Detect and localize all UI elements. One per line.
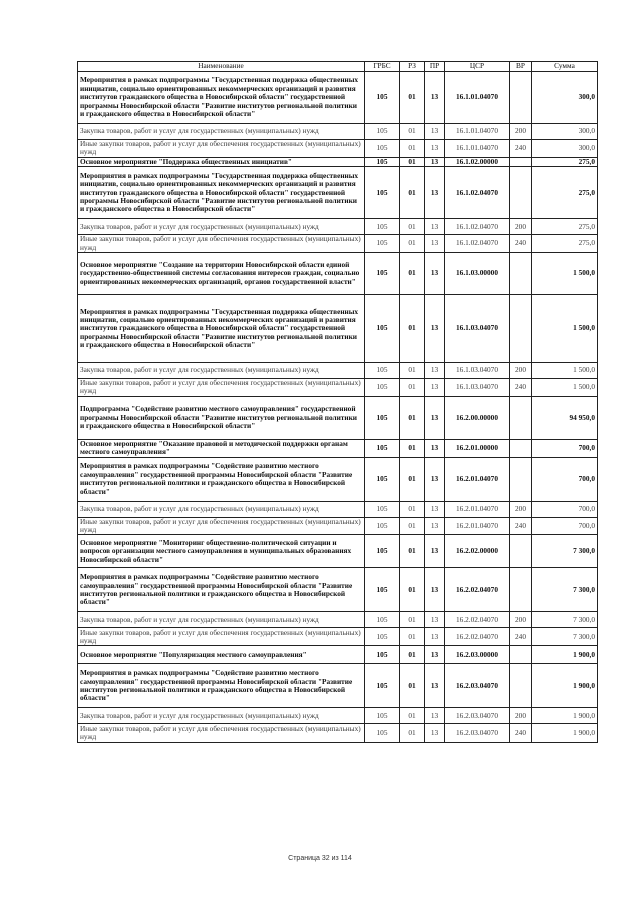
row-vr: 240 — [510, 379, 532, 397]
row-sum: 1 900,0 — [532, 664, 598, 708]
row-vr — [510, 568, 532, 612]
row-name: Иные закупки товаров, работ и услуг для обеспечения государственных (муниципальных) нужд — [78, 724, 365, 743]
row-pr: 13 — [425, 724, 445, 743]
row-csr: 16.1.03.00000 — [445, 253, 510, 295]
row-pr: 13 — [425, 157, 445, 166]
row-vr — [510, 167, 532, 219]
row-grbs: 105 — [365, 396, 400, 439]
row-vr: 200 — [510, 708, 532, 724]
row-grbs: 105 — [365, 517, 400, 535]
row-vr — [510, 72, 532, 124]
row-pr: 13 — [425, 363, 445, 379]
row-csr: 16.2.01.04070 — [445, 457, 510, 501]
table-row — [78, 724, 598, 743]
table-row — [78, 568, 598, 612]
row-csr: 16.1.01.04070 — [445, 124, 510, 140]
row-pr: 13 — [425, 501, 445, 517]
row-rz: 01 — [400, 157, 425, 166]
row-rz: 01 — [400, 535, 425, 568]
header-vr: ВР — [510, 62, 532, 72]
row-name: Закупка товаров, работ и услуг для государственных (муниципальных) нужд — [78, 363, 365, 379]
row-pr: 13 — [425, 664, 445, 708]
row-rz: 01 — [400, 72, 425, 124]
row-rz: 01 — [400, 140, 425, 158]
row-rz: 01 — [400, 708, 425, 724]
row-vr: 200 — [510, 501, 532, 517]
table-row — [78, 517, 598, 535]
row-vr: 200 — [510, 124, 532, 140]
row-vr: 240 — [510, 724, 532, 743]
row-grbs: 105 — [365, 568, 400, 612]
row-csr: 16.2.03.04070 — [445, 724, 510, 743]
row-pr: 13 — [425, 628, 445, 646]
row-sum: 700,0 — [532, 439, 598, 457]
row-vr — [510, 646, 532, 664]
table-row — [78, 295, 598, 363]
row-rz: 01 — [400, 363, 425, 379]
row-csr: 16.2.01.04070 — [445, 517, 510, 535]
row-sum: 700,0 — [532, 501, 598, 517]
row-name: Основное мероприятие "Поддержка общественных инициатив" — [78, 157, 365, 166]
row-pr: 13 — [425, 568, 445, 612]
row-rz: 01 — [400, 253, 425, 295]
row-sum: 1 500,0 — [532, 363, 598, 379]
row-csr: 16.1.02.04070 — [445, 219, 510, 235]
row-sum: 94 950,0 — [532, 396, 598, 439]
row-name: Основное мероприятие "Мониторинг общественно-политической ситуации и вопросов организации местного самоуправления в муниципальных образованиях Новосибирской области" — [78, 535, 365, 568]
row-grbs: 105 — [365, 72, 400, 124]
table-row — [78, 167, 598, 219]
row-name: Закупка товаров, работ и услуг для государственных (муниципальных) нужд — [78, 219, 365, 235]
row-name: Иные закупки товаров, работ и услуг для обеспечения государственных (муниципальных) нужд — [78, 379, 365, 397]
row-pr: 13 — [425, 396, 445, 439]
header-sum: Сумма — [532, 62, 598, 72]
row-grbs: 105 — [365, 628, 400, 646]
row-sum: 300,0 — [532, 140, 598, 158]
table-row — [78, 646, 598, 664]
row-name: Подпрограмма "Содействие развитию местного самоуправления" государственной программы Новосибирской области "Развитие институтов региональной политики и гражданского общества в Новосибирской области" — [78, 396, 365, 439]
row-vr — [510, 295, 532, 363]
row-vr — [510, 157, 532, 166]
row-pr: 13 — [425, 517, 445, 535]
row-rz: 01 — [400, 724, 425, 743]
row-pr: 13 — [425, 140, 445, 158]
header-name: Наименование — [78, 62, 365, 72]
row-pr: 13 — [425, 535, 445, 568]
row-sum: 7 300,0 — [532, 628, 598, 646]
row-grbs: 105 — [365, 612, 400, 628]
row-vr — [510, 664, 532, 708]
row-rz: 01 — [400, 646, 425, 664]
row-pr: 13 — [425, 379, 445, 397]
table-body — [78, 72, 598, 743]
row-name: Основное мероприятие "Создание на территории Новосибирской области единой государственно-общественной системы согласования интересов граждан, социально ориентированных некоммерческих организаций, органов государственной власти" — [78, 253, 365, 295]
row-vr — [510, 439, 532, 457]
row-rz: 01 — [400, 235, 425, 253]
row-pr: 13 — [425, 167, 445, 219]
row-vr — [510, 396, 532, 439]
row-vr: 200 — [510, 363, 532, 379]
row-pr: 13 — [425, 646, 445, 664]
row-grbs: 105 — [365, 124, 400, 140]
row-pr: 13 — [425, 612, 445, 628]
table-row — [78, 219, 598, 235]
row-pr: 13 — [425, 295, 445, 363]
row-sum: 7 300,0 — [532, 568, 598, 612]
row-sum: 1 900,0 — [532, 708, 598, 724]
row-csr: 16.1.02.00000 — [445, 157, 510, 166]
row-vr: 240 — [510, 235, 532, 253]
row-pr: 13 — [425, 124, 445, 140]
row-pr: 13 — [425, 235, 445, 253]
row-name: Основное мероприятие "Популяризация местного самоуправления" — [78, 646, 365, 664]
row-grbs: 105 — [365, 235, 400, 253]
row-vr — [510, 535, 532, 568]
table-row — [78, 363, 598, 379]
row-csr: 16.2.01.00000 — [445, 439, 510, 457]
row-name: Иные закупки товаров, работ и услуг для обеспечения государственных (муниципальных) нужд — [78, 235, 365, 253]
table-row — [78, 379, 598, 397]
row-name: Иные закупки товаров, работ и услуг для обеспечения государственных (муниципальных) нужд — [78, 140, 365, 158]
row-csr: 16.1.02.04070 — [445, 167, 510, 219]
row-sum: 7 300,0 — [532, 535, 598, 568]
row-grbs: 105 — [365, 439, 400, 457]
row-grbs: 105 — [365, 295, 400, 363]
row-grbs: 105 — [365, 253, 400, 295]
row-rz: 01 — [400, 379, 425, 397]
row-grbs: 105 — [365, 724, 400, 743]
row-sum: 275,0 — [532, 235, 598, 253]
header-csr: ЦСР — [445, 62, 510, 72]
row-grbs: 105 — [365, 501, 400, 517]
table-row — [78, 535, 598, 568]
row-rz: 01 — [400, 501, 425, 517]
table-row — [78, 501, 598, 517]
table-row — [78, 157, 598, 166]
table-row — [78, 439, 598, 457]
table-row — [78, 140, 598, 158]
row-sum: 300,0 — [532, 124, 598, 140]
row-rz: 01 — [400, 568, 425, 612]
row-sum: 1 900,0 — [532, 646, 598, 664]
header-rz: РЗ — [400, 62, 425, 72]
row-sum: 700,0 — [532, 517, 598, 535]
table-row — [78, 708, 598, 724]
row-rz: 01 — [400, 517, 425, 535]
row-grbs: 105 — [365, 363, 400, 379]
row-vr: 240 — [510, 628, 532, 646]
budget-table — [77, 61, 598, 743]
row-grbs: 105 — [365, 535, 400, 568]
page-number: Страница 32 из 114 — [288, 855, 352, 862]
row-rz: 01 — [400, 664, 425, 708]
row-vr — [510, 457, 532, 501]
row-csr: 16.2.01.04070 — [445, 501, 510, 517]
row-rz: 01 — [400, 457, 425, 501]
table-row — [78, 664, 598, 708]
row-sum: 1 500,0 — [532, 379, 598, 397]
row-grbs: 105 — [365, 379, 400, 397]
header-pr: ПР — [425, 62, 445, 72]
row-name: Мероприятия в рамках подпрограммы "Содействие развитию местного самоуправления" государственной программы Новосибирской области "Развитие институтов региональной политики и гражданского общества в Новосибирской области" — [78, 568, 365, 612]
row-pr: 13 — [425, 457, 445, 501]
row-sum: 300,0 — [532, 72, 598, 124]
row-sum: 1 500,0 — [532, 253, 598, 295]
table-row — [78, 235, 598, 253]
row-name: Закупка товаров, работ и услуг для государственных (муниципальных) нужд — [78, 708, 365, 724]
row-csr: 16.2.00.00000 — [445, 396, 510, 439]
table-row — [78, 628, 598, 646]
row-vr: 240 — [510, 517, 532, 535]
row-name: Мероприятия в рамках подпрограммы "Государственная поддержка общественных инициатив, социально ориентированных некоммерческих организаций и развития институтов гражданского общества в Новосибирской области" государственной программы Новосибирской области "Развитие институтов региональной политики и гражданского общества в Новосибирской области" — [78, 167, 365, 219]
row-csr: 16.2.03.04070 — [445, 708, 510, 724]
row-rz: 01 — [400, 219, 425, 235]
row-csr: 16.1.02.04070 — [445, 235, 510, 253]
row-name: Основное мероприятие "Оказание правовой и методической поддержки органам местного самоуправления" — [78, 439, 365, 457]
row-name: Мероприятия в рамках подпрограммы "Государственная поддержка общественных инициатив, социально ориентированных некоммерческих организаций и развития институтов гражданского общества в Новосибирской области" государственной программы Новосибирской области "Развитие институтов региональной политики и гражданского общества в Новосибирской области" — [78, 295, 365, 363]
row-name: Закупка товаров, работ и услуг для государственных (муниципальных) нужд — [78, 124, 365, 140]
row-csr: 16.1.03.04070 — [445, 379, 510, 397]
row-rz: 01 — [400, 124, 425, 140]
row-sum: 275,0 — [532, 219, 598, 235]
row-csr: 16.2.02.00000 — [445, 535, 510, 568]
row-grbs: 105 — [365, 646, 400, 664]
row-rz: 01 — [400, 396, 425, 439]
row-pr: 13 — [425, 439, 445, 457]
row-vr — [510, 253, 532, 295]
row-name: Мероприятия в рамках подпрограммы "Содействие развитию местного самоуправления" государственной программы Новосибирской области "Развитие институтов региональной политики и гражданского общества в Новосибирской области" — [78, 664, 365, 708]
row-vr: 200 — [510, 612, 532, 628]
row-name: Закупка товаров, работ и услуг для государственных (муниципальных) нужд — [78, 612, 365, 628]
row-rz: 01 — [400, 628, 425, 646]
header-grbs: ГРБС — [365, 62, 400, 72]
row-grbs: 105 — [365, 157, 400, 166]
row-sum: 275,0 — [532, 157, 598, 166]
table-row — [78, 612, 598, 628]
row-name: Иные закупки товаров, работ и услуг для обеспечения государственных (муниципальных) нужд — [78, 517, 365, 535]
row-csr: 16.2.02.04070 — [445, 612, 510, 628]
row-name: Закупка товаров, работ и услуг для государственных (муниципальных) нужд — [78, 501, 365, 517]
row-pr: 13 — [425, 219, 445, 235]
table-row — [78, 124, 598, 140]
table-row — [78, 253, 598, 295]
row-csr: 16.1.01.04070 — [445, 140, 510, 158]
row-grbs: 105 — [365, 219, 400, 235]
row-vr: 240 — [510, 140, 532, 158]
row-name: Мероприятия в рамках подпрограммы "Государственная поддержка общественных инициатив, социально ориентированных некоммерческих организаций и развития институтов гражданского общества в Новосибирской области" государственной программы Новосибирской области "Развитие институтов региональной политики и гражданского общества в Новосибирской области" — [78, 72, 365, 124]
row-grbs: 105 — [365, 167, 400, 219]
row-pr: 13 — [425, 72, 445, 124]
row-sum: 700,0 — [532, 457, 598, 501]
row-name: Мероприятия в рамках подпрограммы "Содействие развитию местного самоуправления" государственной программы Новосибирской области "Развитие институтов региональной политики и гражданского общества в Новосибирской области" — [78, 457, 365, 501]
row-grbs: 105 — [365, 708, 400, 724]
row-sum: 275,0 — [532, 167, 598, 219]
row-pr: 13 — [425, 253, 445, 295]
row-grbs: 105 — [365, 664, 400, 708]
row-vr: 200 — [510, 219, 532, 235]
row-rz: 01 — [400, 167, 425, 219]
row-csr: 16.1.03.04070 — [445, 295, 510, 363]
row-csr: 16.2.03.04070 — [445, 664, 510, 708]
row-sum: 7 300,0 — [532, 612, 598, 628]
row-rz: 01 — [400, 439, 425, 457]
table-row — [78, 396, 598, 439]
row-csr: 16.2.02.04070 — [445, 568, 510, 612]
row-csr: 16.1.03.04070 — [445, 363, 510, 379]
row-sum: 1 900,0 — [532, 724, 598, 743]
row-csr: 16.1.01.04070 — [445, 72, 510, 124]
row-rz: 01 — [400, 612, 425, 628]
row-name: Иные закупки товаров, работ и услуг для обеспечения государственных (муниципальных) нужд — [78, 628, 365, 646]
row-csr: 16.2.02.04070 — [445, 628, 510, 646]
table-row — [78, 457, 598, 501]
row-csr: 16.2.03.00000 — [445, 646, 510, 664]
table-header-row — [78, 62, 598, 72]
table-row — [78, 72, 598, 124]
row-pr: 13 — [425, 708, 445, 724]
row-grbs: 105 — [365, 140, 400, 158]
row-grbs: 105 — [365, 457, 400, 501]
row-sum: 1 500,0 — [532, 295, 598, 363]
row-rz: 01 — [400, 295, 425, 363]
